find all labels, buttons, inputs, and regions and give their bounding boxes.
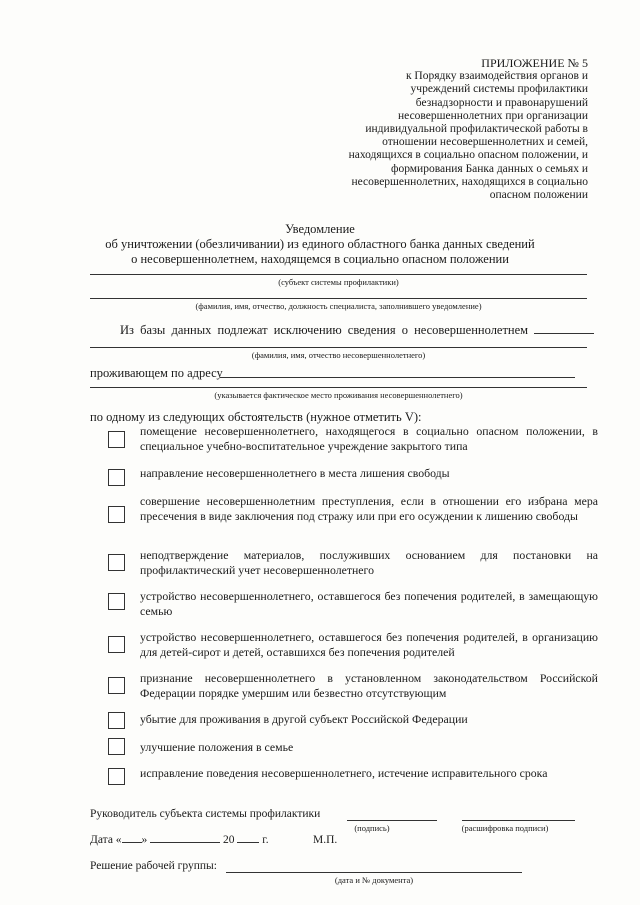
reason-item xyxy=(108,740,598,760)
reason-item xyxy=(108,589,598,621)
head-label: Руководитель субъекта системы профилактики xyxy=(90,808,321,820)
address-field-line2[interactable] xyxy=(90,387,587,388)
reason-text: помещение несовершеннолетнего, находящегося в социально опасном положении, в специальное учебно-воспитательное учреждение закрытого типа xyxy=(140,424,598,453)
reason-checkbox[interactable] xyxy=(108,738,125,755)
reason-checkbox[interactable] xyxy=(108,593,125,610)
decision-caption: (дата и № документа) xyxy=(334,875,414,885)
signature-field[interactable] xyxy=(347,820,437,821)
reason-text: направление несовершеннолетнего в места лишения свободы xyxy=(140,466,450,480)
appendix-line: отношении несовершеннолетних и семей, xyxy=(382,136,588,149)
reason-item xyxy=(108,671,598,703)
reason-checkbox[interactable] xyxy=(108,469,125,486)
date-quote-close: » xyxy=(141,834,148,846)
reason-checkbox[interactable] xyxy=(108,636,125,653)
reason-text: убытие для проживания в другой субъект Российской Федерации xyxy=(140,712,468,726)
exclusion-text: Из базы данных подлежат исключению сведения о несовершеннолетнем xyxy=(120,323,529,337)
notice-subtitle-line: о несовершеннолетнем, находящемся в социально опасном положении xyxy=(131,252,509,266)
appendix-line: находящихся в социально опасном положении, и xyxy=(348,149,588,162)
specialist-caption: (фамилия, имя, отчество, должность специалиста, заполнившего уведомление) xyxy=(195,301,482,311)
reason-item xyxy=(108,712,598,732)
subject-caption: (субъект системы профилактики) xyxy=(278,277,399,287)
address-caption: (указывается фактическое место проживания несовершеннолетнего) xyxy=(214,390,463,400)
reason-checkbox[interactable] xyxy=(108,712,125,729)
year-label: 20 xyxy=(223,834,235,846)
year-suffix: г. xyxy=(262,834,269,846)
date-label: Дата « xyxy=(90,834,122,846)
reasons-intro: по одному из следующих обстоятельств (нужное отметить V): xyxy=(90,410,422,424)
reason-item xyxy=(108,494,598,540)
reason-text: улучшение положения в семье xyxy=(140,740,294,754)
appendix-line: к Порядку взаимодействия органов и xyxy=(405,70,588,83)
appendix-line: несовершеннолетних, находящихся в социально xyxy=(351,175,588,188)
address-label: проживающем по адресу xyxy=(90,366,223,380)
reason-item xyxy=(108,548,598,580)
reason-text: совершение несовершеннолетним преступления, если в отношении его избрана мера пресечения в виде заключения под стражу или при его осуждении к лишению свободы xyxy=(140,494,598,523)
decision-label: Решение рабочей группы: xyxy=(90,860,217,872)
appendix-line: индивидуальной профилактической работы в xyxy=(365,123,588,136)
appendix-title: ПРИЛОЖЕНИЕ № 5 xyxy=(481,56,588,70)
minor-inline-field[interactable] xyxy=(534,322,594,334)
reason-checkbox[interactable] xyxy=(108,431,125,448)
date-month-field[interactable] xyxy=(150,831,220,843)
signature-caption: (подпись) xyxy=(354,823,390,833)
reason-item xyxy=(108,630,598,662)
decoding-caption: (расшифровка подписи) xyxy=(461,823,549,833)
date-row xyxy=(90,831,269,846)
reason-checkbox[interactable] xyxy=(108,677,125,694)
minor-caption: (фамилия, имя, отчество несовершеннолетнего) xyxy=(251,350,426,360)
reason-text: признание несовершеннолетнего в установленном законодательством Российской Федерации порядке умершим или безвестно отсутствующим xyxy=(140,671,598,700)
minor-name-field[interactable] xyxy=(90,347,587,348)
stamp-place: М.П. xyxy=(313,834,338,846)
reason-item xyxy=(108,466,598,486)
notice-subtitle-line: об уничтожении (обезличивании) из единого областного банка данных сведений xyxy=(105,237,535,251)
reason-text: неподтверждение материалов, послуживших основанием для постановки на профилактический учет несовершеннолетнего xyxy=(140,548,598,577)
reason-checkbox[interactable] xyxy=(108,768,125,785)
specialist-field[interactable] xyxy=(90,298,587,299)
subject-field[interactable] xyxy=(90,274,587,275)
appendix-line: безнадзорности и правонарушений xyxy=(415,96,588,109)
appendix-line: формирования Банка данных о семьях и xyxy=(391,162,588,175)
reason-text: устройство несовершеннолетнего, оставшегося без попечения родителей, в организацию для детей-сирот и детей, оставшихся без попечения родителей xyxy=(140,630,598,659)
decoding-field[interactable] xyxy=(462,820,575,821)
date-day-field[interactable] xyxy=(122,831,142,843)
notice-heading xyxy=(0,222,640,267)
reason-item xyxy=(108,424,598,460)
appendix-line: опасном положении xyxy=(489,189,588,202)
decision-field[interactable] xyxy=(226,872,522,873)
appendix-line: учреждений системы профилактики xyxy=(410,83,588,96)
reason-checkbox[interactable] xyxy=(108,506,125,523)
appendix-header xyxy=(288,57,588,202)
reason-text: исправление поведения несовершеннолетнего, истечение исправительного срока xyxy=(140,766,548,780)
reason-item xyxy=(108,766,598,786)
reason-checkbox[interactable] xyxy=(108,554,125,571)
date-year-field[interactable] xyxy=(237,831,259,843)
reason-text: устройство несовершеннолетнего, оставшегося без попечения родителей, в замещающую семью xyxy=(140,589,598,618)
exclusion-statement xyxy=(120,322,594,338)
address-field[interactable] xyxy=(220,377,575,378)
appendix-line: несовершеннолетних при организации xyxy=(398,109,588,122)
notice-title: Уведомление xyxy=(285,222,355,236)
